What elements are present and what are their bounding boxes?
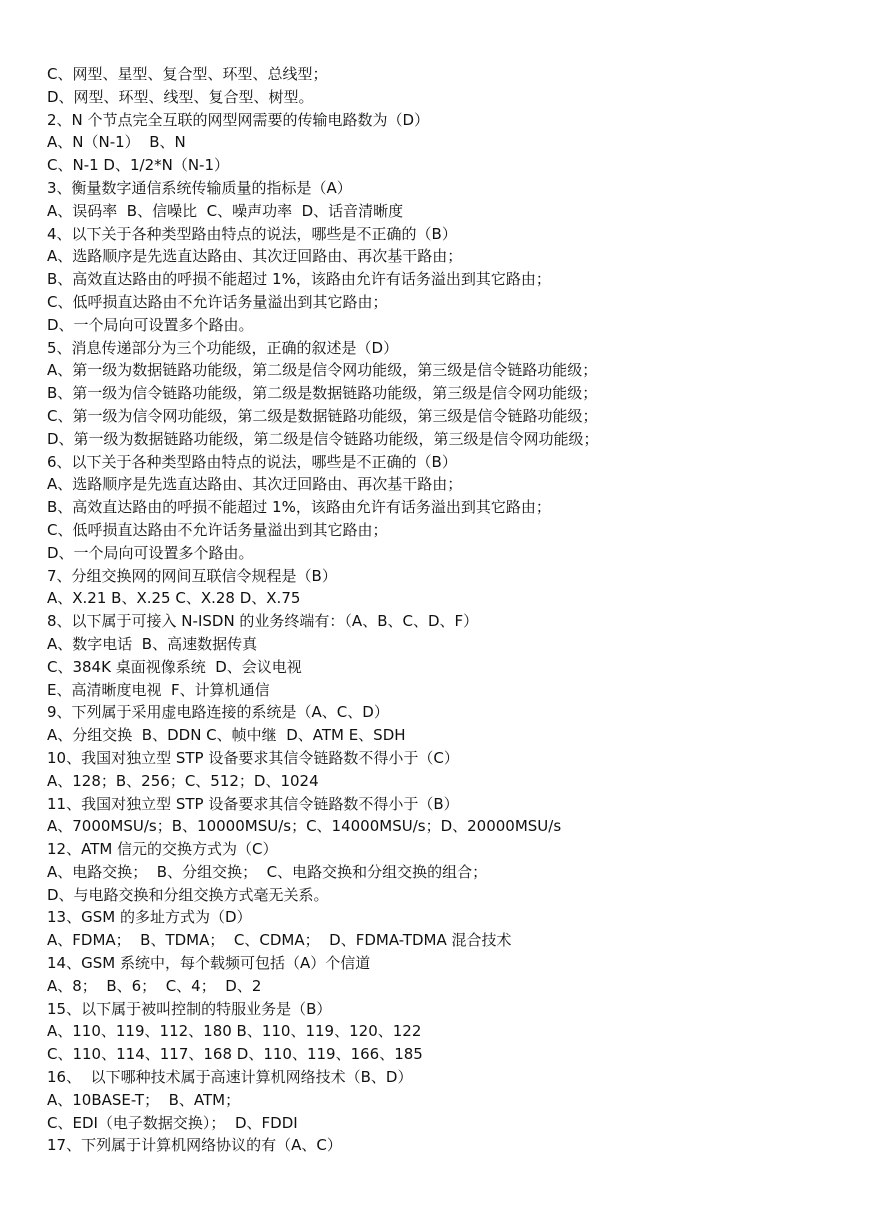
option-line: D、第一级为数据链路功能级，第二级是信令链路功能级，第三级是信令网功能级； xyxy=(47,429,599,448)
option-line: A、选路顺序是先选直达路由、其次迂回路由、再次基干路由； xyxy=(47,475,463,494)
option-line: E、高清晰度电视 F、计算机通信 xyxy=(47,680,270,699)
text-line: C、网型、星型、复合型、环型、总线型； xyxy=(47,65,328,83)
document-body xyxy=(47,63,847,1157)
option-line: A、128；B、256；C、512；D、1024 xyxy=(47,771,319,790)
option-line: C、第一级为信令网功能级，第二级是数据链路功能级，第三级是信令链路功能级； xyxy=(47,406,598,425)
option-line: B、高效直达路由的呼损不能超过 1%，该路由允许有话务溢出到其它路由； xyxy=(47,498,551,517)
option-line: A、电路交换； B、分组交换； C、电路交换和分组交换的组合； xyxy=(47,862,488,881)
question-line: 10、我国对独立型 STP 设备要求其信令链路数不得小于（C） xyxy=(47,748,459,767)
question-line: 3、衡量数字通信系统传输质量的指标是（A） xyxy=(47,178,352,197)
option-line: D、一个局向可设置多个路由。 xyxy=(47,315,254,334)
option-line: C、EDI（电子数据交换）； D、FDDI xyxy=(47,1113,298,1132)
question-line: 11、我国对独立型 STP 设备要求其信令链路数不得小于（B） xyxy=(47,794,459,813)
option-line: A、8； B、6； C、4； D、2 xyxy=(47,976,262,995)
option-line: B、高效直达路由的呼损不能超过 1%，该路由允许有话务溢出到其它路由； xyxy=(47,270,551,289)
option-line: C、110、114、117、168 D、110、119、166、185 xyxy=(47,1045,423,1064)
option-line: A、分组交换 B、DDN C、帧中继 D、ATM E、SDH xyxy=(47,726,406,745)
option-line: C、384K 桌面视像系统 D、会议电视 xyxy=(47,657,302,676)
question-line: 14、GSM 系统中，每个载频可包括（A）个信道 xyxy=(47,954,371,973)
question-line: 12、ATM 信元的交换方式为（C） xyxy=(47,840,278,859)
question-line: 17、下列属于计算机网络协议的有（A、C） xyxy=(47,1136,342,1155)
option-line: C、低呼损直达路由不允许话务量溢出到其它路由； xyxy=(47,520,388,539)
question-line: 8、以下属于可接入 N-ISDN 的业务终端有：（A、B、C、D、F） xyxy=(47,612,479,631)
option-line: A、选路顺序是先选直达路由、其次迂回路由、再次基干路由； xyxy=(47,247,463,266)
option-line: A、N（N-1） B、N xyxy=(47,133,186,152)
option-line: D、一个局向可设置多个路由。 xyxy=(47,543,254,562)
option-line: A、7000MSU/s；B、10000MSU/s；C、14000MSU/s；D、20000MSU/s xyxy=(47,817,562,836)
question-line: 5、消息传递部分为三个功能级，正确的叙述是（D） xyxy=(47,338,399,357)
option-line: C、低呼损直达路由不允许话务量溢出到其它路由； xyxy=(47,292,388,311)
question-line: 4、以下关于各种类型路由特点的说法，哪些是不正确的（B） xyxy=(47,224,457,243)
question-line: 7、分组交换网的网间互联信令规程是（B） xyxy=(47,566,337,585)
option-line: B、第一级为信令链路功能级，第二级是数据链路功能级，第三级是信令网功能级； xyxy=(47,384,598,403)
question-line: 6、以下关于各种类型路由特点的说法，哪些是不正确的（B） xyxy=(47,452,457,471)
text-line: D、网型、环型、线型、复合型、树型。 xyxy=(47,87,314,106)
option-line: C、N-1 D、1/2*N（N-1） xyxy=(47,156,230,175)
question-line: 13、GSM 的多址方式为（D） xyxy=(47,908,252,927)
option-line: A、FDMA； B、TDMA； C、CDMA； D、FDMA-TDMA 混合技术 xyxy=(47,931,512,950)
option-line: A、数字电话 B、高速数据传真 xyxy=(47,634,258,653)
question-line: 16、 以下哪种技术属于高速计算机网络技术（B、D） xyxy=(47,1068,413,1087)
option-line: A、10BASE-T； B、ATM； xyxy=(47,1090,241,1109)
option-line: A、误码率 B、信噪比 C、噪声功率 D、话音清晰度 xyxy=(47,201,404,220)
question-line: 15、以下属于被叫控制的特服业务是（B） xyxy=(47,999,332,1018)
option-line: A、X.21 B、X.25 C、X.28 D、X.75 xyxy=(47,589,301,608)
question-line: 9、下列属于采用虚电路连接的系统是（A、C、D） xyxy=(47,703,389,722)
option-line: A、第一级为数据链路功能级，第二级是信令网功能级，第三级是信令链路功能级； xyxy=(47,361,598,380)
question-line: 2、N 个节点完全互联的网型网需要的传输电路数为（D） xyxy=(47,110,430,129)
option-line: D、与电路交换和分组交换方式毫无关系。 xyxy=(47,885,329,904)
option-line: A、110、119、112、180 B、110、119、120、122 xyxy=(47,1022,422,1041)
